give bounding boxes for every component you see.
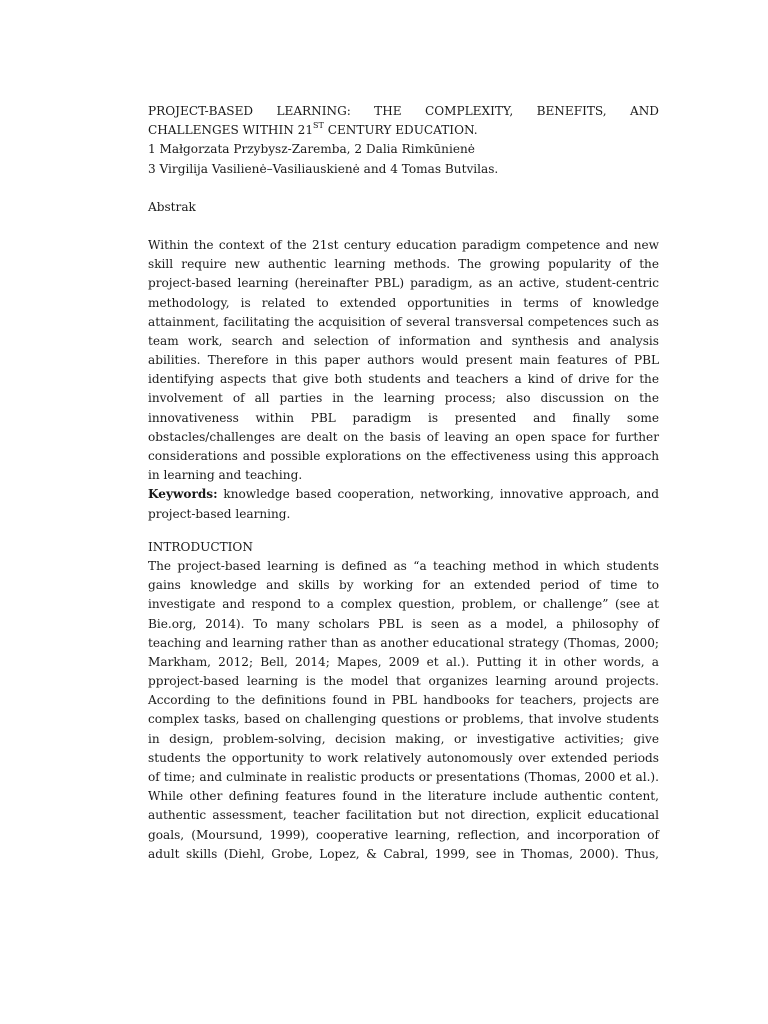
authors-line-1: 1 Małgorzata Przybysz-Zaremba, 2 Dalia Rimkūnienė [148, 142, 475, 157]
intro-line: complex tasks, based on challenging questions or problems, that involve students [148, 712, 659, 727]
keywords-text: knowledge based cooperation, networking, innovative approach, and [217, 487, 659, 502]
abstract-line: Within the context of the 21st century education paradigm competence and new [148, 237, 659, 252]
intro-line: Bie.org, 2014). To many scholars PBL is seen as a model, a philosophy of [148, 616, 659, 631]
intro-line: Markham, 2012; Bell, 2014; Mapes, 2009 et al.). Putting it in other words, a [148, 654, 659, 669]
abstract-heading: Abstrak [148, 199, 196, 214]
intro-line: goals, (Moursund, 1999), cooperative learning, reflection, and incorporation of [148, 827, 659, 842]
authors-line-2: 3 Virgilija Vasilienė–Vasiliauskienė and 4 Tomas Butvilas. [148, 161, 499, 176]
title-superscript: ST [313, 121, 324, 131]
intro-heading: INTRODUCTION [148, 539, 253, 554]
abstract-paragraph [148, 236, 659, 485]
title-line-1: PROJECT-BASED LEARNING: THE COMPLEXITY, BENEFITS, AND [148, 104, 659, 118]
abstract-line: involvement of all parties in the learning process; also discussion on the [148, 391, 659, 406]
spacer [148, 179, 659, 198]
document-content [148, 102, 659, 864]
abstract-line: methodology, is related to extended opportunities in terms of knowledge [148, 295, 659, 310]
intro-line: investigate and respond to a complex question, problem, or challenge” (see at [148, 597, 659, 612]
keywords-line-2: project-based learning. [148, 506, 291, 521]
intro-line: of time; and culminate in realistic products or presentations (Thomas, 2000 et al.). [148, 770, 659, 784]
abstract-line: innovativeness within PBL paradigm is presented and finally some [148, 410, 659, 425]
keywords-line-1 [148, 485, 659, 504]
intro-line: The project-based learning is defined as “a teaching method in which students [148, 558, 659, 573]
abstract-line: obstacles/challenges are dealt on the basis of leaving an open space for further [148, 429, 659, 444]
abstract-line: skill require new authentic learning methods. The growing popularity of the [148, 257, 659, 272]
keywords [148, 485, 659, 523]
intro-line: According to the definitions found in PBL handbooks for teachers, projects are [148, 693, 659, 708]
intro-line: students the opportunity to work relatively autonomously over extended periods [148, 750, 659, 765]
abstract-line: in learning and teaching. [148, 468, 303, 483]
intro-line: pproject-based learning is the model that organizes learning around projects. [148, 674, 659, 689]
intro-line: authentic assessment, teacher facilitation but not direction, explicit educational [148, 808, 659, 823]
intro-paragraph [148, 557, 659, 864]
abstract-line: team work, search and selection of information and synthesis and analysis [148, 333, 659, 348]
title-line-2-pre: CHALLENGES WITHIN 21 [148, 123, 314, 138]
intro-line: adult skills (Diehl, Grobe, Lopez, & Cabral, 1999, see in Thomas, 2000). Thus, [148, 846, 659, 861]
abstract-line: abilities. Therefore in this paper authors would present main features of PBL [148, 353, 659, 368]
spacer [148, 217, 659, 236]
spacer [148, 524, 659, 538]
abstract-line: attainment, facilitating the acquisition of several transversal competences such as [148, 314, 659, 329]
abstract-line: identifying aspects that give both students and teachers a kind of drive for the [148, 372, 659, 387]
intro-line: in design, problem-solving, decision making, or investigative activities; give [148, 731, 659, 746]
abstract-line: considerations and possible explorations on the effectiveness using this approach [148, 449, 659, 463]
intro-line: While other defining features found in the literature include authentic content, [148, 789, 659, 804]
abstract-line: project-based learning (hereinafter PBL) paradigm, as an active, student-centric [148, 276, 659, 291]
intro-line: teaching and learning rather than as another educational strategy (Thomas, 2000; [148, 635, 659, 650]
intro-line: gains knowledge and skills by working for an extended period of time to [148, 578, 659, 593]
keywords-label: Keywords: [148, 487, 218, 502]
title-line-2-post: CENTURY EDUCATION. [323, 123, 478, 138]
title-line-2 [148, 121, 659, 140]
